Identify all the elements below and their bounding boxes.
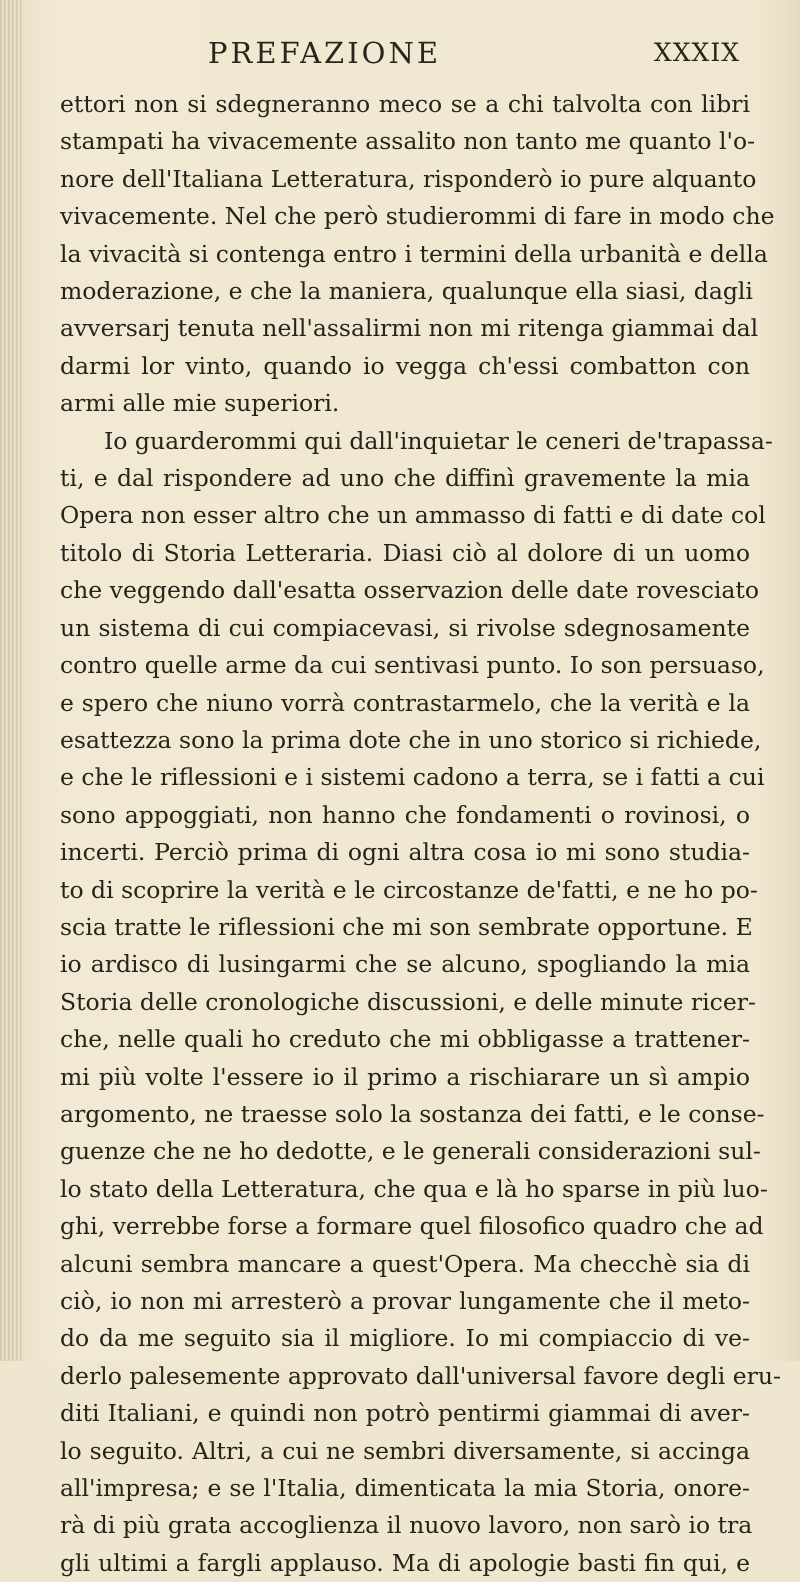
text-line: to di scoprire la verità e le circostanze de'fatti, e ne ho po- [60, 875, 758, 904]
body-text [60, 86, 781, 1582]
text-line: rà di più grata accoglienza il nuovo lavoro, non sarò io tra [60, 1511, 753, 1540]
text-line: nore dell'Italiana Letteratura, risponderò io pure alquanto [60, 164, 757, 193]
binding-edge [0, 0, 22, 1361]
text-line: argomento, ne traesse solo la sostanza dei fatti, e le conse- [60, 1099, 765, 1128]
page-number: XXXIX [653, 38, 740, 67]
text-line: incerti. Perciò prima di ogni altra cosa io mi sono studia- [60, 838, 750, 867]
text-line: contro quelle arme da cui sentivasi punto. Io son persuaso, [60, 651, 765, 680]
text-line: e spero che niuno vorrà contrastarmelo, che la verità e la [60, 688, 750, 717]
text-line: mi più volte l'essere io il primo a rischiarare un sì ampio [60, 1062, 750, 1091]
text-line: vivacemente. Nel che però studierommi di fare in modo che [60, 202, 775, 231]
text-line: ti, e dal rispondere ad uno che diffinì gravemente la mia [60, 464, 750, 493]
text-line: ciò, io non mi arresterò a provar lungamente che il meto- [60, 1287, 750, 1315]
text-line: alcuni sembra mancare a quest'Opera. Ma checchè sia di [60, 1249, 750, 1278]
text-line: avversarj tenuta nell'assalirmi non mi ritenga giammai dal [60, 314, 759, 343]
text-line: e che le riflessioni e i sistemi cadono a terra, se i fatti a cui [60, 763, 765, 792]
text-line: guenze che ne ho dedotte, e le generali considerazioni sul- [60, 1137, 761, 1166]
text-line: la vivacità si contenga entro i termini della urbanità e della [60, 239, 768, 268]
text-line: esattezza sono la prima dote che in uno storico si richiede, [60, 725, 762, 754]
text-line: diti Italiani, e quindi non potrò pentirmi giammai di aver- [60, 1399, 750, 1428]
text-line: Storia delle cronologiche discussioni, e delle minute ricer- [60, 987, 756, 1016]
text-line: lo seguito. Altri, a cui ne sembri diversamente, si accinga [60, 1436, 750, 1465]
text-line: lo stato della Letteratura, che qua e là ho sparse in più luo- [60, 1174, 768, 1203]
text-line: darmi lor vinto, quando io vegga ch'essi combatton con [60, 351, 750, 380]
text-line: ettori non si sdegneranno meco se a chi talvolta con libri [60, 90, 750, 118]
paragraph-end-line: armi alle mie superiori. [60, 389, 340, 418]
text-line: sono appoggiati, non hanno che fondamenti o rovinosi, o [60, 800, 750, 829]
paragraph-start-line: Io guarderommi qui dall'inquietar le ceneri de'trapassa- [104, 426, 773, 455]
text-line: do da me seguito sia il migliore. Io mi compiaccio di ve- [60, 1324, 750, 1353]
text-line: io ardisco di lusingarmi che se alcuno, spogliando la mia [60, 950, 750, 979]
running-title: PREFAZIONE [208, 36, 441, 70]
text-line: ghi, verrebbe forse a formare quel filosofico quadro che ad [60, 1212, 764, 1241]
page-header [60, 36, 760, 76]
text-line: Opera non esser altro che un ammasso di fatti e di date col [60, 501, 766, 530]
text-line: moderazione, e che la maniera, qualunque ella siasi, dagli [60, 277, 753, 306]
text-line: scia tratte le riflessioni che mi son sembrate opportune. E [60, 912, 753, 941]
text-line: che veggendo dall'esatta osservazion delle date rovesciato [60, 576, 760, 605]
text-line: titolo di Storia Letteraria. Diasi ciò al dolore di un uomo [60, 538, 750, 567]
text-line: all'impresa; e se l'Italia, dimenticata la mia Storia, onore- [60, 1474, 750, 1503]
text-line: che, nelle quali ho creduto che mi obbligasse a trattener- [60, 1025, 750, 1054]
text-line: un sistema di cui compiacevasi, si rivolse sdegnosamente [60, 613, 750, 642]
text-line: derlo palesemente approvato dall'universal favore degli eru- [60, 1361, 781, 1390]
text-line: gli ultimi a fargli applauso. Ma di apologie basti fin qui, e [60, 1548, 750, 1577]
text-line: stampati ha vivacemente assalito non tanto me quanto l'o- [60, 127, 756, 156]
